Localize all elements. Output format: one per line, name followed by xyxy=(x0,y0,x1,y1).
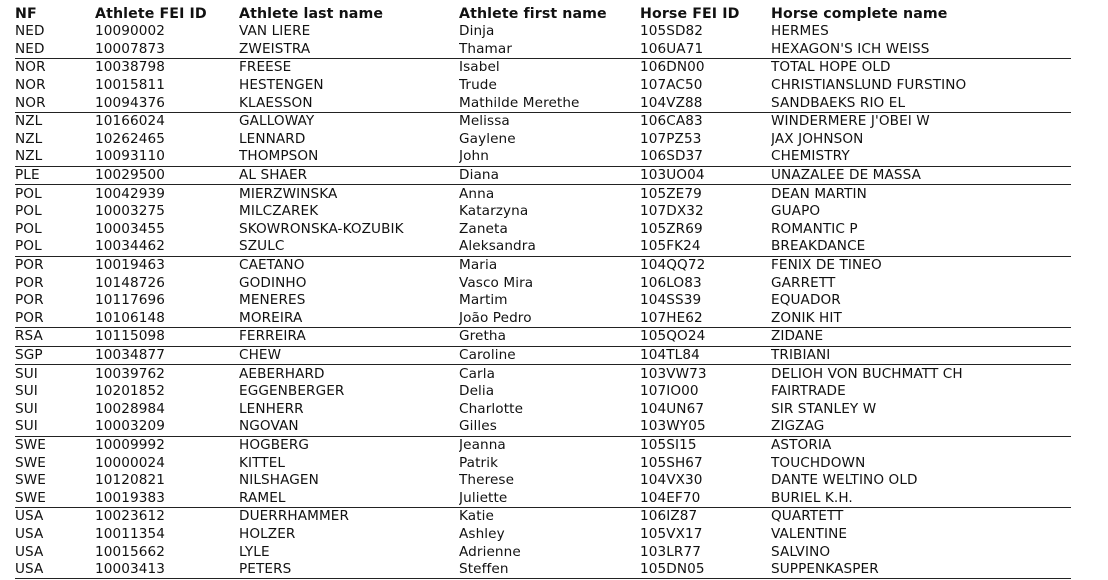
cell-horse-fei-id: 106LO83 xyxy=(640,274,702,291)
cell-horse-complete-name: TRIBIANI xyxy=(771,346,1071,365)
cell-nf: POR xyxy=(15,310,95,328)
cell-athlete-first-name: Carla xyxy=(459,365,496,382)
cell-athlete-first-name: Katie xyxy=(459,508,494,525)
cell-athlete-last-name: LENNARD xyxy=(239,130,306,147)
cell-athlete-fei-id: 10019383 xyxy=(95,489,239,507)
cell-horse-fei-id: 105SI15 xyxy=(640,436,697,453)
cell-athlete-fei-id: 10117696 xyxy=(95,292,165,309)
cell-nf: SUI xyxy=(15,383,38,400)
cell-nf: POL xyxy=(15,203,42,220)
cell-horse-fei-id: 105ZE79 xyxy=(640,185,702,202)
cell-athlete-first-name: Gretha xyxy=(459,328,640,347)
cell-athlete-fei-id: 10093110 xyxy=(95,148,239,166)
table-row xyxy=(15,185,1071,203)
cell-athlete-fei-id: 10015811 xyxy=(95,77,165,94)
cell-horse-complete-name: QUARTETT xyxy=(771,508,844,525)
cell-athlete-last-name: RAMEL xyxy=(239,489,459,507)
cell-athlete-fei-id: 10262465 xyxy=(95,130,165,147)
cell-athlete-first-name: Gilles xyxy=(459,418,640,436)
cell-horse-complete-name: GARRETT xyxy=(771,274,836,291)
cell-athlete-last-name: DUERRHAMMER xyxy=(239,508,350,525)
cell-nf: SUI xyxy=(15,365,38,382)
cell-athlete-first-name: Jeanna xyxy=(459,436,506,453)
cell-athlete-fei-id: 10090002 xyxy=(95,23,165,40)
header-athlete-last-name: Athlete last name xyxy=(239,5,384,22)
table-row xyxy=(15,94,1071,112)
cell-athlete-first-name: Diana xyxy=(459,166,640,185)
table-row xyxy=(15,274,1071,292)
table-row xyxy=(15,543,1071,561)
table-row xyxy=(15,526,1071,544)
cell-athlete-first-name: Katarzyna xyxy=(459,203,529,220)
table-row xyxy=(15,489,1071,507)
cell-athlete-fei-id: 10011354 xyxy=(95,525,165,542)
cell-athlete-fei-id: 10034877 xyxy=(95,346,239,365)
cell-athlete-fei-id: 10007873 xyxy=(95,41,239,59)
cell-nf: POL xyxy=(15,220,42,237)
cell-nf: POL xyxy=(15,185,42,202)
cell-athlete-last-name: GALLOWAY xyxy=(239,113,315,130)
cell-athlete-fei-id: 10039762 xyxy=(95,365,165,382)
header-row xyxy=(15,4,1071,23)
cell-athlete-fei-id: 10148726 xyxy=(95,274,165,291)
cell-horse-complete-name: SANDBAEKS RIO EL xyxy=(771,94,1071,112)
cell-athlete-first-name: Therese xyxy=(459,472,515,489)
cell-nf: SWE xyxy=(15,489,95,507)
cell-nf: NOR xyxy=(15,94,95,112)
cell-athlete-last-name: KITTEL xyxy=(239,454,286,471)
cell-horse-fei-id: 103WY05 xyxy=(640,418,771,436)
table-row xyxy=(15,454,1071,472)
table-row xyxy=(15,238,1071,256)
cell-horse-complete-name: ZIGZAG xyxy=(771,418,1071,436)
cell-athlete-first-name: Melissa xyxy=(459,113,510,130)
cell-nf: NED xyxy=(15,41,95,59)
cell-athlete-last-name: MOREIRA xyxy=(239,310,459,328)
cell-athlete-fei-id: 10028984 xyxy=(95,400,165,417)
table-row xyxy=(15,400,1071,418)
cell-nf: NZL xyxy=(15,148,95,166)
cell-nf: NOR xyxy=(15,77,46,94)
cell-athlete-last-name: MILCZAREK xyxy=(239,203,319,220)
cell-athlete-last-name: NGOVAN xyxy=(239,418,459,436)
table-row xyxy=(15,365,1071,383)
table-row xyxy=(15,561,1071,579)
cell-nf: NZL xyxy=(15,113,43,130)
cell-athlete-fei-id: 10000024 xyxy=(95,454,165,471)
table-row xyxy=(15,256,1071,274)
table-row xyxy=(15,346,1071,365)
cell-athlete-last-name: HESTENGEN xyxy=(239,77,324,94)
cell-nf: SUI xyxy=(15,400,38,417)
cell-athlete-first-name: Delia xyxy=(459,383,495,400)
cell-horse-fei-id: 105SD82 xyxy=(640,23,704,40)
cell-athlete-fei-id: 10115098 xyxy=(95,328,239,347)
cell-horse-complete-name: FAIRTRADE xyxy=(771,383,846,400)
table-row xyxy=(15,41,1071,59)
cell-horse-complete-name: DEAN MARTIN xyxy=(771,185,867,202)
cell-horse-complete-name: DANTE WELTINO OLD xyxy=(771,472,918,489)
cell-athlete-last-name: KLAESSON xyxy=(239,94,459,112)
cell-horse-fei-id: 106UA71 xyxy=(640,41,771,59)
cell-athlete-last-name: AEBERHARD xyxy=(239,365,325,382)
cell-horse-fei-id: 105ZR69 xyxy=(640,220,703,237)
cell-athlete-last-name: ZWEISTRA xyxy=(239,41,459,59)
header-nf: NF xyxy=(15,5,37,22)
cell-athlete-last-name: EGGENBERGER xyxy=(239,383,345,400)
cell-nf: NED xyxy=(15,23,45,40)
cell-horse-fei-id: 105VX17 xyxy=(640,525,703,542)
cell-horse-complete-name: ROMANTIC P xyxy=(771,220,858,237)
cell-athlete-last-name: MENERES xyxy=(239,292,306,309)
cell-horse-fei-id: 105QO24 xyxy=(640,328,771,347)
cell-nf: SWE xyxy=(15,454,46,471)
table-row xyxy=(15,166,1071,185)
cell-athlete-last-name: VAN LIERE xyxy=(239,23,311,40)
table-row xyxy=(15,112,1071,130)
cell-horse-fei-id: 106SD37 xyxy=(640,148,771,166)
cell-horse-fei-id: 107AC50 xyxy=(640,77,703,94)
cell-athlete-fei-id: 10003455 xyxy=(95,220,165,237)
cell-nf: SWE xyxy=(15,436,46,453)
cell-athlete-fei-id: 10003209 xyxy=(95,418,239,436)
table-row xyxy=(15,383,1071,401)
cell-horse-complete-name: SIR STANLEY W xyxy=(771,400,877,417)
table-row xyxy=(15,77,1071,95)
cell-athlete-first-name: Charlotte xyxy=(459,400,524,417)
cell-athlete-fei-id: 10023612 xyxy=(95,508,165,525)
cell-athlete-first-name: Thamar xyxy=(459,41,640,59)
cell-nf: PLE xyxy=(15,166,95,185)
cell-nf: USA xyxy=(15,525,44,542)
cell-nf: USA xyxy=(15,561,95,579)
cell-horse-fei-id: 106CA83 xyxy=(640,113,703,130)
cell-horse-fei-id: 105FK24 xyxy=(640,238,771,256)
cell-nf: SUI xyxy=(15,418,95,436)
cell-athlete-fei-id: 10009992 xyxy=(95,436,165,453)
cell-horse-fei-id: 107PZ53 xyxy=(640,130,702,147)
cell-athlete-fei-id: 10038798 xyxy=(95,59,165,76)
cell-athlete-first-name: Adrienne xyxy=(459,543,521,560)
cell-horse-fei-id: 106DN00 xyxy=(640,59,705,76)
cell-athlete-last-name: HOGBERG xyxy=(239,436,310,453)
cell-horse-fei-id: 104TL84 xyxy=(640,346,771,365)
cell-nf: NOR xyxy=(15,59,46,76)
cell-horse-complete-name: ZONIK HIT xyxy=(771,310,1071,328)
cell-nf: POR xyxy=(15,292,44,309)
table-row xyxy=(15,328,1071,347)
cell-athlete-last-name: AL SHAER xyxy=(239,166,459,185)
header-athlete-fei-id: Athlete FEI ID xyxy=(95,5,207,22)
cell-horse-complete-name: CHEMISTRY xyxy=(771,148,1071,166)
cell-athlete-fei-id: 10034462 xyxy=(95,238,239,256)
cell-athlete-last-name: GODINHO xyxy=(239,274,307,291)
cell-horse-fei-id: 107DX32 xyxy=(640,203,704,220)
cell-athlete-fei-id: 10166024 xyxy=(95,113,165,130)
cell-nf: USA xyxy=(15,543,44,560)
table-row xyxy=(15,472,1071,490)
cell-athlete-first-name: Juliette xyxy=(459,489,640,507)
cell-horse-complete-name: DELIOH VON BUCHMATT CH xyxy=(771,365,963,382)
cell-horse-complete-name: EQUADOR xyxy=(771,292,841,309)
cell-horse-complete-name: TOTAL HOPE OLD xyxy=(771,59,891,76)
cell-athlete-fei-id: 10029500 xyxy=(95,166,239,185)
table-row xyxy=(15,23,1071,41)
cell-horse-complete-name: WINDERMERE J'OBEI W xyxy=(771,113,930,130)
cell-athlete-fei-id: 10094376 xyxy=(95,94,239,112)
cell-horse-complete-name: TOUCHDOWN xyxy=(771,454,866,471)
cell-horse-fei-id: 106IZ87 xyxy=(640,508,698,525)
cell-athlete-first-name: João Pedro xyxy=(459,310,640,328)
cell-horse-complete-name: SUPPENKASPER xyxy=(771,561,1071,579)
cell-nf: USA xyxy=(15,508,44,525)
cell-athlete-first-name: Aleksandra xyxy=(459,238,640,256)
cell-horse-complete-name: FENIX DE TINEO xyxy=(771,257,882,274)
table-row xyxy=(15,131,1071,149)
header-horse-complete-name: Horse complete name xyxy=(771,5,948,22)
cell-nf: SWE xyxy=(15,472,46,489)
table-row xyxy=(15,436,1071,454)
cell-athlete-last-name: CHEW xyxy=(239,346,459,365)
cell-athlete-last-name: PETERS xyxy=(239,561,459,579)
cell-horse-fei-id: 105DN05 xyxy=(640,561,771,579)
cell-athlete-last-name: CAETANO xyxy=(239,257,305,274)
cell-athlete-first-name: Maria xyxy=(459,257,498,274)
cell-horse-complete-name: BREAKDANCE xyxy=(771,238,1071,256)
entries-body xyxy=(15,23,1071,579)
cell-horse-complete-name: CHRISTIANSLUND FURSTINO xyxy=(771,77,967,94)
cell-athlete-first-name: Steffen xyxy=(459,561,640,579)
cell-horse-fei-id: 104VZ88 xyxy=(640,94,771,112)
table-row xyxy=(15,292,1071,310)
cell-nf: SGP xyxy=(15,346,95,365)
cell-horse-fei-id: 104SS39 xyxy=(640,292,702,309)
cell-nf: POR xyxy=(15,274,44,291)
cell-athlete-first-name: Patrik xyxy=(459,454,499,471)
table-row xyxy=(15,310,1071,328)
table-row xyxy=(15,221,1071,239)
cell-athlete-fei-id: 10015662 xyxy=(95,543,165,560)
cell-nf: POL xyxy=(15,238,95,256)
cell-horse-fei-id: 105SH67 xyxy=(640,454,703,471)
cell-horse-complete-name: UNAZALEE DE MASSA xyxy=(771,166,1071,185)
table-row xyxy=(15,418,1071,436)
cell-athlete-last-name: LENHERR xyxy=(239,400,304,417)
cell-horse-complete-name: HERMES xyxy=(771,23,829,40)
cell-horse-complete-name: ASTORIA xyxy=(771,436,832,453)
cell-horse-fei-id: 103VW73 xyxy=(640,365,707,382)
cell-horse-complete-name: ZIDANE xyxy=(771,328,1071,347)
cell-horse-fei-id: 104UN67 xyxy=(640,400,705,417)
cell-athlete-last-name: LYLE xyxy=(239,543,270,560)
cell-horse-complete-name: JAX JOHNSON xyxy=(771,130,864,147)
cell-athlete-fei-id: 10201852 xyxy=(95,383,165,400)
cell-nf: NZL xyxy=(15,130,43,147)
cell-horse-complete-name: HEXAGON'S ICH WEISS xyxy=(771,41,1071,59)
cell-horse-fei-id: 104VX30 xyxy=(640,472,703,489)
cell-athlete-fei-id: 10003275 xyxy=(95,203,165,220)
header-horse-fei-id: Horse FEI ID xyxy=(640,5,740,22)
cell-athlete-last-name: SZULC xyxy=(239,238,459,256)
cell-athlete-first-name: Isabel xyxy=(459,59,500,76)
cell-athlete-first-name: Ashley xyxy=(459,525,505,542)
cell-horse-fei-id: 107IO00 xyxy=(640,383,699,400)
cell-athlete-last-name: SKOWRONSKA-KOZUBIK xyxy=(239,220,404,237)
cell-nf: POR xyxy=(15,257,44,274)
cell-athlete-first-name: Zaneta xyxy=(459,220,508,237)
cell-athlete-first-name: Vasco Mira xyxy=(459,274,534,291)
cell-horse-fei-id: 104QQ72 xyxy=(640,257,706,274)
cell-athlete-last-name: FREESE xyxy=(239,59,292,76)
cell-athlete-last-name: THOMPSON xyxy=(239,148,459,166)
table-row xyxy=(15,59,1071,77)
table-row xyxy=(15,148,1071,166)
cell-horse-complete-name: VALENTINE xyxy=(771,525,848,542)
cell-athlete-first-name: Trude xyxy=(459,77,498,94)
cell-athlete-fei-id: 10003413 xyxy=(95,561,239,579)
cell-horse-complete-name: BURIEL K.H. xyxy=(771,489,1071,507)
table-row xyxy=(15,508,1071,526)
cell-athlete-fei-id: 10106148 xyxy=(95,310,239,328)
cell-athlete-first-name: Dinja xyxy=(459,23,495,40)
cell-athlete-first-name: John xyxy=(459,148,640,166)
cell-athlete-first-name: Anna xyxy=(459,185,495,202)
cell-horse-complete-name: GUAPO xyxy=(771,203,821,220)
cell-horse-fei-id: 103LR77 xyxy=(640,543,701,560)
cell-nf: RSA xyxy=(15,328,95,347)
cell-athlete-first-name: Mathilde Merethe xyxy=(459,94,640,112)
cell-horse-fei-id: 107HE62 xyxy=(640,310,771,328)
cell-athlete-fei-id: 10019463 xyxy=(95,257,165,274)
cell-athlete-last-name: MIERZWINSKA xyxy=(239,185,338,202)
cell-athlete-first-name: Caroline xyxy=(459,346,640,365)
cell-athlete-last-name: FERREIRA xyxy=(239,328,459,347)
header-athlete-first-name: Athlete first name xyxy=(459,5,607,22)
cell-athlete-last-name: HOLZER xyxy=(239,525,296,542)
table-row xyxy=(15,203,1071,221)
entries-table xyxy=(15,4,1071,579)
cell-athlete-fei-id: 10042939 xyxy=(95,185,165,202)
cell-athlete-first-name: Martim xyxy=(459,292,508,309)
cell-athlete-first-name: Gaylene xyxy=(459,130,516,147)
cell-horse-fei-id: 103UO04 xyxy=(640,166,771,185)
cell-athlete-fei-id: 10120821 xyxy=(95,472,165,489)
cell-horse-complete-name: SALVINO xyxy=(771,543,831,560)
cell-horse-fei-id: 104EF70 xyxy=(640,489,771,507)
cell-athlete-last-name: NILSHAGEN xyxy=(239,472,319,489)
